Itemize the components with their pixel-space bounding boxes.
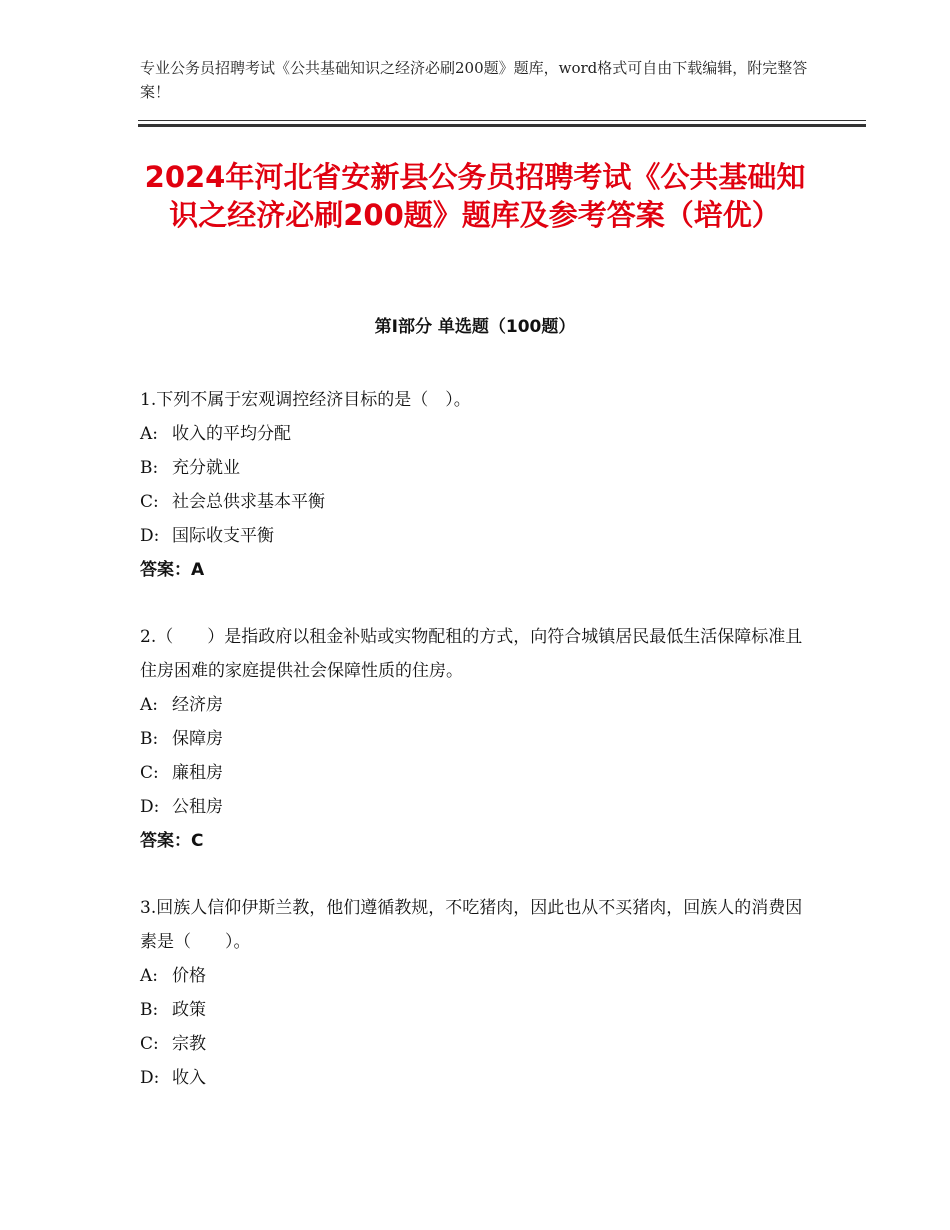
- header-note: 专业公务员招聘考试《公共基础知识之经济必刷200题》题库，word格式可自由下载编辑，附完整答案！: [140, 59, 808, 101]
- question-3: [140, 891, 810, 1095]
- option-text: 充分就业: [172, 458, 240, 478]
- option-text: 宗教: [172, 1034, 206, 1054]
- option-text: 社会总供求基本平衡: [172, 492, 325, 512]
- option-key: B:: [140, 1000, 159, 1020]
- option-text: 收入: [172, 1068, 206, 1088]
- header-rule-thick: [138, 124, 866, 127]
- option-c: [140, 1027, 810, 1061]
- section-title: 第Ⅰ部分 单选题（100题）: [374, 317, 576, 337]
- option-key: B:: [140, 458, 159, 478]
- answer-label: 答案：A: [140, 560, 205, 580]
- option-text: 价格: [172, 966, 206, 986]
- option-text: 收入的平均分配: [172, 424, 291, 444]
- option-text: 政策: [172, 1000, 206, 1020]
- option-key: C:: [140, 492, 159, 512]
- option-key: D:: [140, 1068, 160, 1088]
- document-title: 2024年河北省安新县公务员招聘考试《公共基础知识之经济必刷200题》题库及参考答案（培优）: [144, 160, 806, 232]
- option-b: [140, 451, 810, 485]
- option-key: D:: [140, 797, 160, 817]
- question-2: [140, 620, 810, 858]
- option-a: [140, 688, 810, 722]
- option-b: [140, 722, 810, 756]
- option-c: [140, 485, 810, 519]
- option-key: B:: [140, 729, 159, 749]
- answer-label: 答案：C: [140, 831, 204, 851]
- header-rule-thin: [138, 120, 866, 121]
- option-text: 廉租房: [172, 763, 223, 783]
- option-text: 经济房: [172, 695, 223, 715]
- option-key: C:: [140, 1034, 159, 1054]
- question-stem: 1.下列不属于宏观调控经济目标的是（ ）。: [140, 390, 471, 410]
- option-key: A:: [140, 695, 159, 715]
- option-key: C:: [140, 763, 159, 783]
- option-key: A:: [140, 966, 159, 986]
- question-stem: 2.（ ）是指政府以租金补贴或实物配租的方式，向符合城镇居民最低生活保障标准且住房困难的家庭提供社会保障性质的住房。: [140, 627, 803, 681]
- question-list: [140, 383, 810, 1128]
- question-1: [140, 383, 810, 587]
- option-text: 公租房: [172, 797, 223, 817]
- option-text: 保障房: [172, 729, 223, 749]
- option-text: 国际收支平衡: [172, 526, 274, 546]
- option-d: [140, 1061, 810, 1095]
- option-d: [140, 519, 810, 553]
- option-key: D:: [140, 526, 160, 546]
- question-stem: 3.回族人信仰伊斯兰教，他们遵循教规，不吃猪肉，因此也从不买猪肉，回族人的消费因素是（ ）。: [140, 898, 803, 952]
- option-key: A:: [140, 424, 159, 444]
- option-d: [140, 790, 810, 824]
- option-a: [140, 959, 810, 993]
- option-a: [140, 417, 810, 451]
- option-b: [140, 993, 810, 1027]
- option-c: [140, 756, 810, 790]
